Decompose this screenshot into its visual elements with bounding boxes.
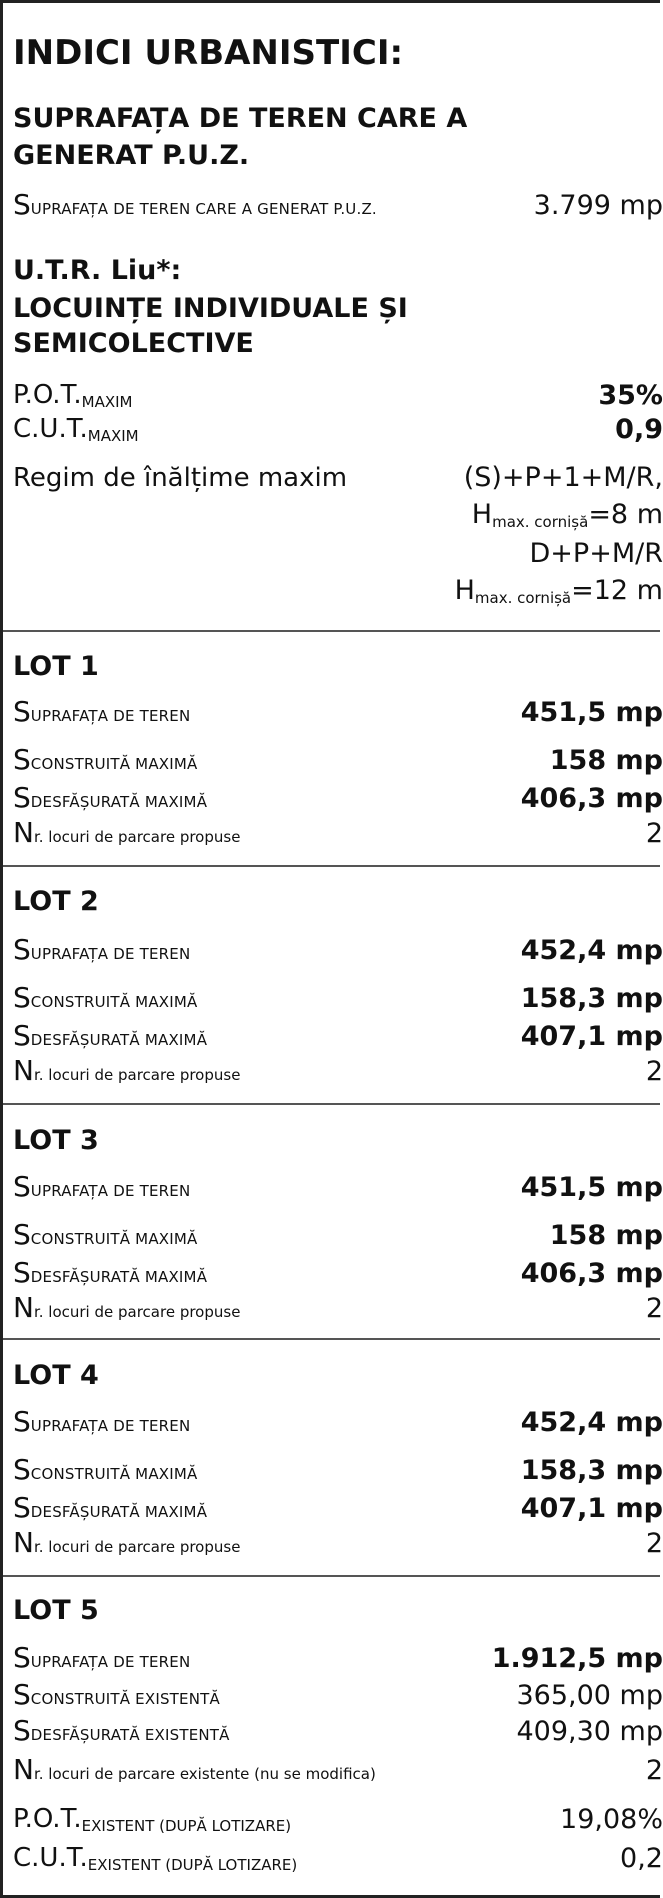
regim-value-2: D+P+M/R bbox=[529, 538, 663, 569]
puz-area-row: SUPRAFAȚA DE TEREN CARE A GENERAT P.U.Z. 3.799 mp bbox=[13, 188, 663, 221]
lot-land-area-row: SUPRAFAȚA DE TEREN 452,4 mp bbox=[13, 1405, 663, 1438]
divider bbox=[3, 630, 660, 632]
lot5-land-area-row: SUPRAFAȚA DE TEREN 1.912,5 mp bbox=[13, 1641, 663, 1674]
lot5-cut-row: $C.U.T._{EXISTENT (DUPĂ LOTIZARE)}$ 0,2 bbox=[13, 1843, 663, 1874]
divider bbox=[3, 865, 660, 867]
page-title: INDICI URBANISTICI: bbox=[13, 33, 404, 73]
pot-max-value: 35% bbox=[598, 380, 663, 411]
lot-floor-area-row: SDESFĂȘURATĂ MAXIMĂ 407,1 mp bbox=[13, 1019, 663, 1052]
regim-row bbox=[13, 462, 663, 495]
hmax-row-2: $H_{max. cornișă}=12$ m bbox=[454, 575, 663, 607]
divider bbox=[3, 1575, 660, 1577]
lot-parking-row: Nr. locuri de parcare propuse 2 bbox=[13, 1054, 663, 1087]
lot-floor-area-row: SDESFĂȘURATĂ MAXIMĂ 406,3 mp bbox=[13, 1256, 663, 1289]
utr-name-line1: LOCUINȚE INDIVIDUALE ȘI bbox=[13, 293, 408, 324]
lot5-built-area-row: SCONSTRUITĂ EXISTENTĂ 365,00 mp bbox=[13, 1678, 663, 1711]
cut-max-row: $C.U.T._{MAXIM}$ 0,9 bbox=[13, 414, 663, 445]
lot-land-area-row: SUPRAFAȚA DE TEREN 452,4 mp bbox=[13, 933, 663, 966]
lot-title: LOT 2 bbox=[13, 886, 99, 917]
lot-built-area-row: SCONSTRUITĂ MAXIMĂ 158 mp bbox=[13, 743, 663, 776]
lot-parking-row: Nr. locuri de parcare propuse 2 bbox=[13, 1291, 663, 1324]
lot-built-area-row: SCONSTRUITĂ MAXIMĂ 158 mp bbox=[13, 1218, 663, 1251]
lot-parking-row: Nr. locuri de parcare propuse 2 bbox=[13, 1526, 663, 1559]
utr-code: U.T.R. Liu*: bbox=[13, 255, 182, 286]
lot5-parking-row: Nr. locuri de parcare existente (nu se modifica) 2 bbox=[13, 1753, 663, 1786]
pot-max-row: $P.O.T._{MAXIM}$ 35% bbox=[13, 380, 663, 411]
puz-area-value: 3.799 mp bbox=[533, 190, 663, 221]
lot-land-area-row: SUPRAFAȚA DE TEREN 451,5 mp bbox=[13, 1170, 663, 1203]
puz-heading-line1: SUPRAFAȚA DE TEREN CARE A bbox=[13, 103, 468, 134]
regim-label: Regim de înălțime maxim bbox=[13, 463, 348, 493]
regim-value-2-row bbox=[13, 538, 663, 571]
regim-value-1: (S)+P+1+M/R, bbox=[463, 462, 663, 493]
hmax-row-1: $H_{max. cornișă}=8$ m bbox=[471, 499, 663, 531]
lot-title: LOT 3 bbox=[13, 1125, 99, 1156]
cut-max-value: 0,9 bbox=[615, 414, 663, 445]
divider bbox=[3, 1338, 660, 1340]
lot-built-area-row: SCONSTRUITĂ MAXIMĂ 158,3 mp bbox=[13, 981, 663, 1014]
lot-title: LOT 1 bbox=[13, 651, 99, 682]
lot5-pot-row: $P.O.T._{EXISTENT (DUPĂ LOTIZARE)}$ 19,08% bbox=[13, 1804, 663, 1835]
puz-heading-line2: GENERAT P.U.Z. bbox=[13, 140, 250, 171]
lot-built-area-row: SCONSTRUITĂ MAXIMĂ 158,3 mp bbox=[13, 1453, 663, 1486]
utr-name-line2: SEMICOLECTIVE bbox=[13, 328, 254, 359]
lot-parking-row: Nr. locuri de parcare propuse 2 bbox=[13, 816, 663, 849]
lot5-floor-area-row: SDESFĂȘURATĂ EXISTENTĂ 409,30 mp bbox=[13, 1714, 663, 1747]
lot-floor-area-row: SDESFĂȘURATĂ MAXIMĂ 406,3 mp bbox=[13, 781, 663, 814]
lot-floor-area-row: SDESFĂȘURATĂ MAXIMĂ 407,1 mp bbox=[13, 1491, 663, 1524]
divider bbox=[3, 1103, 660, 1105]
lot-title: LOT 4 bbox=[13, 1360, 99, 1391]
lot5-title: LOT 5 bbox=[13, 1595, 99, 1626]
lot-land-area-row: SUPRAFAȚA DE TEREN 451,5 mp bbox=[13, 695, 663, 728]
puz-area-label: UPRAFAȚA DE TEREN CARE A GENERAT P.U.Z. bbox=[30, 200, 377, 218]
